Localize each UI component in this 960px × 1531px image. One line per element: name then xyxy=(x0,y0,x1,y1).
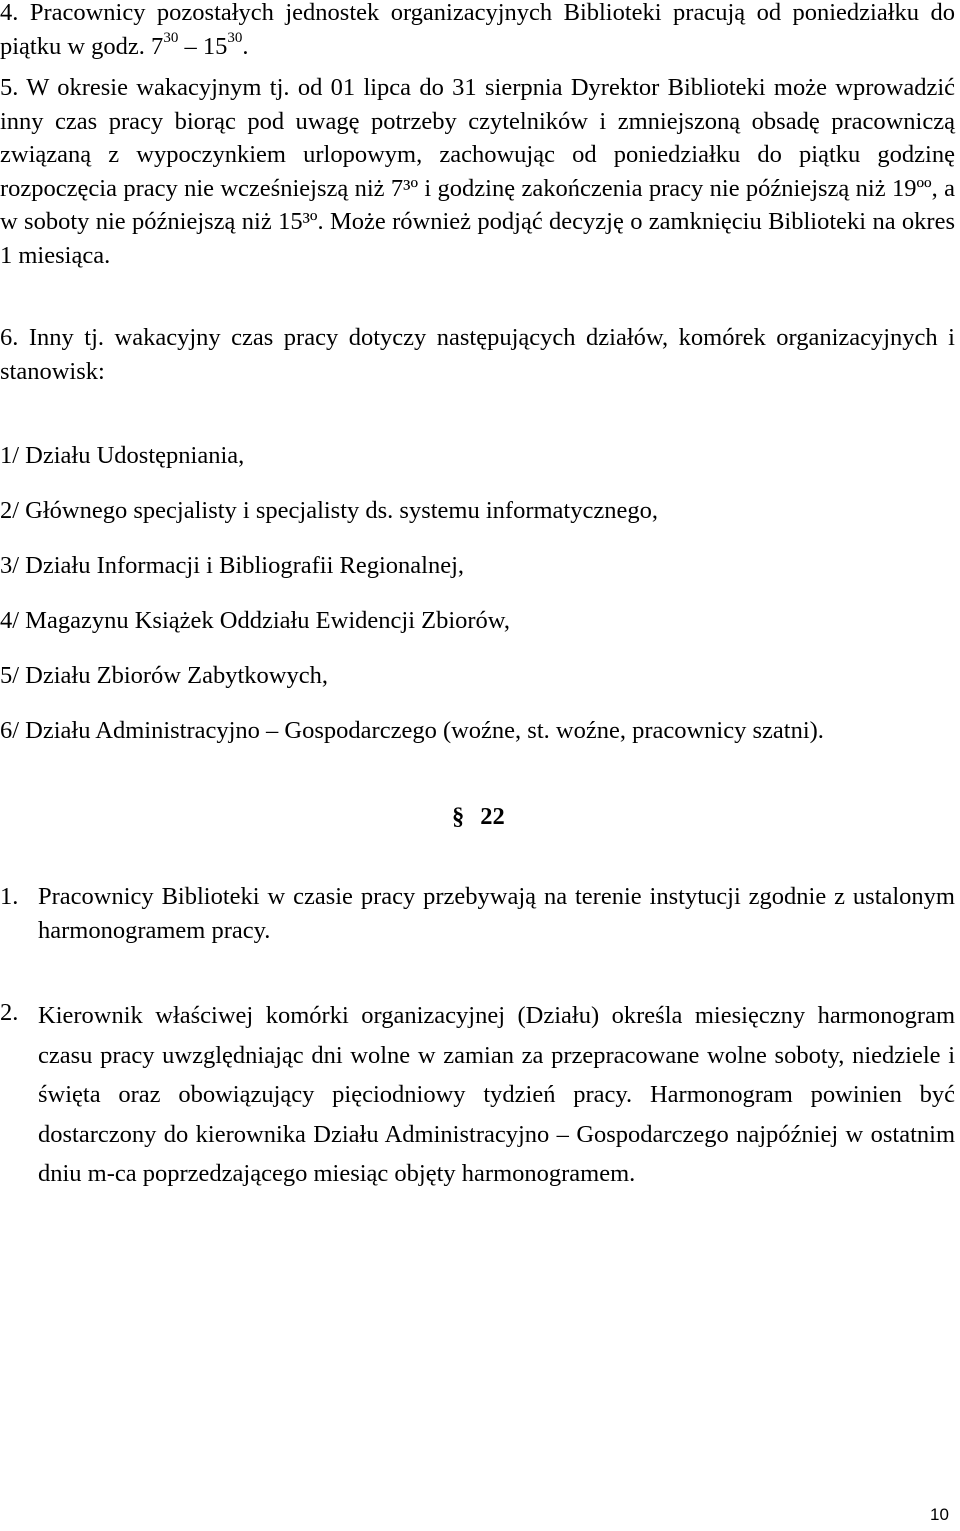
paragraph-4-text: – 15 xyxy=(178,32,228,60)
item-text: Kierownik właściwej komórki organizacyjnej (Działu) określa miesięczny harmonogram czasu pracy uwzględniając dni wolne w zamian za przepracowane wolne soboty, niedziele i święta oraz obowiązujący pięciodniowy tydzień pracy. Harmonogram powinien być dostarczony do kierownika Działu Administracyjno – Gospodarczego najpóźniej w ostatnim dniu m-ca poprzedzającego miesiąc objęty harmonogramem. xyxy=(38,1002,955,1187)
list-item: 3/ Działu Informacji i Bibliografii Regionalnej, xyxy=(0,552,465,579)
item-number: 2. xyxy=(0,999,19,1026)
list-item: 5/ Działu Zbiorów Zabytkowych, xyxy=(0,662,328,689)
item-number: 1. xyxy=(0,883,19,910)
item-text: Pracownicy Biblioteki w czasie pracy przebywają na terenie instytucji zgodnie z ustalonym harmonogramem pracy. xyxy=(38,883,955,944)
numbered-item xyxy=(0,996,955,1194)
numbered-item xyxy=(0,880,955,947)
section-number: 22 xyxy=(480,803,505,830)
paragraph-6: 6. Inny tj. wakacyjny czas pracy dotyczy następujących działów, komórek organizacyjnych i stanowisk: xyxy=(0,324,955,385)
paragraph-4-text: . xyxy=(242,32,249,60)
list-item: 6/ Działu Administracyjno – Gospodarczego (woźne, st. woźne, pracownicy szatni). xyxy=(0,717,824,744)
list-item: 4/ Magazynu Książek Oddziału Ewidencji Zbiorów, xyxy=(0,607,511,634)
superscript: 30 xyxy=(227,29,243,46)
section-sign: § xyxy=(452,803,465,830)
list-item: 2/ Głównego specjalisty i specjalisty ds. systemu informatycznego, xyxy=(0,497,658,524)
section-heading xyxy=(452,800,505,834)
page-number: 10 xyxy=(930,1505,949,1524)
paragraph-4-text: 4. Pracownicy pozostałych jednostek organizacyjnych Biblioteki pracują od poniedziałku do piątku w godz. 7 xyxy=(0,0,955,60)
list-item: 1/ Działu Udostępniania, xyxy=(0,442,245,469)
paragraph-4 xyxy=(0,0,955,63)
superscript: 30 xyxy=(163,29,179,46)
paragraph-5: 5. W okresie wakacyjnym tj. od 01 lipca do 31 sierpnia Dyrektor Biblioteki może wprowadzić inny czas pracy biorąc pod uwagę potrzeby czytelników i zmniejszoną obsadę pracowniczą związaną z wypoczynkiem urlopowym, zachowując od poniedziałku do piątku godzinę rozpoczęcia pracy nie wcześniejszą niż 7³º i godzinę zakończenia pracy nie późniejszą niż 19ºº, a w soboty nie późniejszą niż 15³º. Może również podjąć decyzję o zamknięciu Biblioteki na okres 1 miesiąca. xyxy=(0,74,955,269)
